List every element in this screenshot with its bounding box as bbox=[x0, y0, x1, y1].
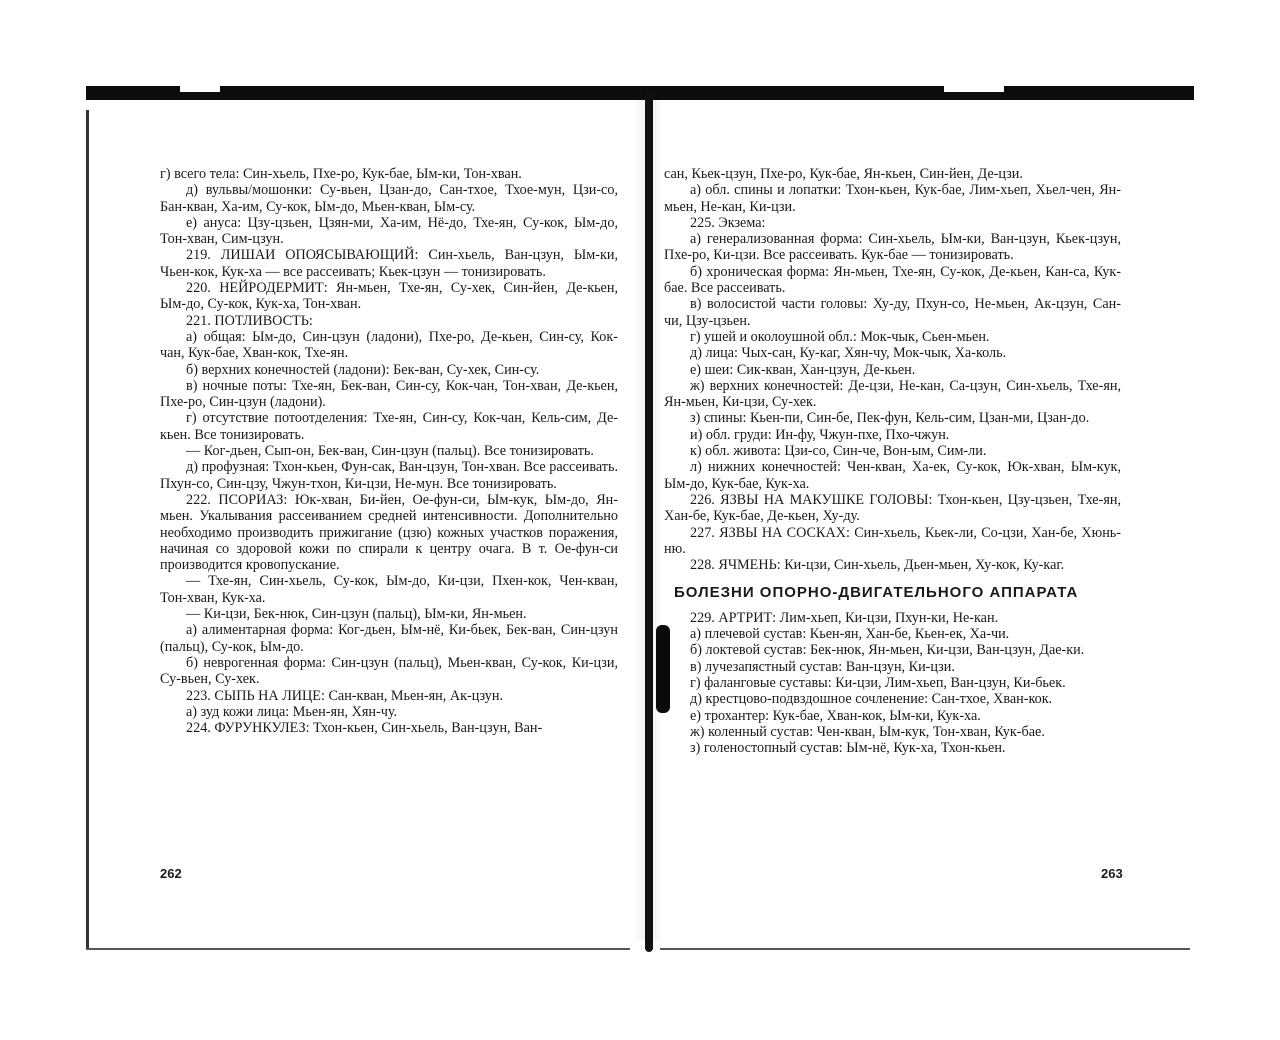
paragraph: д) профузная: Тхон-кьен, Фун-сак, Ван-цзун, Тон-хван. Все рассеивать. Пхун-со, Син-цзу, Чжун-тхон, Ки-цзи, Не-мун. Все тонизировать. bbox=[160, 459, 618, 492]
paragraph: в) лучезапястный сустав: Ван-цзун, Ки-цзи. bbox=[690, 658, 955, 675]
paragraph: л) нижних конечностей: Чен-кван, Ха-ек, Су-кок, Юк-хван, Ым-кук, Ым-до, Кук-бае, Кук-ха. bbox=[664, 459, 1121, 492]
paragraph: б) хроническая форма: Ян-мьен, Тхе-ян, Су-кок, Де-кьен, Кан-са, Кук-бае. Все рассеивать. bbox=[664, 263, 1121, 297]
paragraph: 224. ФУРУНКУЛЕЗ: Тхон-кьен, Син-хьель, Ван-цзун, Ван- bbox=[186, 720, 543, 737]
section-heading: БОЛЕЗНИ ОПОРНО-ДВИГАТЕЛЬНОГО АППАРАТА bbox=[674, 584, 1079, 602]
paragraph: 223. СЫПЬ НА ЛИЦЕ: Сан-кван, Мьен-ян, Ак-цзун. bbox=[186, 687, 504, 704]
paragraph: а) генерализованная форма: Син-хьель, Ым-ки, Ван-цзун, Кьек-цзун, Пхе-ро, Ки-цзи. Все рассеивать. Кук-бае — тонизировать. bbox=[664, 231, 1121, 264]
paragraph: 222. ПСОРИАЗ: Юк-хван, Би-йен, Ое-фун-си, Ым-кук, Ым-до, Ян-мьен. Укалывания рассеиванием средней интенсивности. Дополнительно необходимо производить прижигание (цзю) кожных участков поражения, начиная со здоровой кожи по спирали к центру очага. В т. Ое-фун-си производится кровопускание. bbox=[160, 491, 618, 574]
scan-left-edge bbox=[86, 110, 89, 950]
paragraph: — Ки-цзи, Бек-нюк, Син-цзун (пальц), Ым-ки, Ян-мьен. bbox=[186, 606, 527, 623]
paragraph: а) плечевой сустав: Кьен-ян, Хан-бе, Кьен-ек, Ха-чи. bbox=[690, 626, 1010, 643]
scan-top-edge bbox=[86, 86, 1194, 100]
paragraph: 221. ПОТЛИВОСТЬ: bbox=[186, 312, 313, 329]
paragraph: б) локтевой сустав: Бек-нюк, Ян-мьен, Ки-цзи, Ван-цзун, Дае-ки. bbox=[690, 642, 1085, 659]
paragraph: е) шеи: Сик-кван, Хан-цзун, Де-кьен. bbox=[690, 361, 916, 378]
book-spine bbox=[645, 92, 653, 952]
paragraph: з) спины: Кьен-пи, Син-бе, Пек-фун, Кель-сим, Цзан-ми, Цзан-до. bbox=[690, 410, 1090, 427]
paragraph: 225. Экзема: bbox=[690, 214, 766, 231]
paragraph: ж) коленный сустав: Чен-кван, Ым-кук, Тон-хван, Кук-бае. bbox=[690, 723, 1045, 740]
scan-edge-gap bbox=[944, 86, 1004, 92]
paragraph: 227. ЯЗВЫ НА СОСКАХ: Син-хьель, Кьек-ли, Со-цзи, Хан-бе, Хюнь-ню. bbox=[664, 524, 1121, 557]
paragraph: 226. ЯЗВЫ НА МАКУШКЕ ГОЛОВЫ: Тхон-кьен, Цзу-цзьен, Тхе-ян, Хан-бе, Кук-бае, Де-кьен, Ху-ду. bbox=[664, 491, 1121, 525]
paragraph: а) общая: Ым-до, Син-цзун (ладони), Пхе-ро, Де-кьен, Син-су, Кок-чан, Кук-бае, Хван-кок, Тхе-ян. bbox=[160, 328, 618, 362]
paragraph: д) лица: Чых-сан, Ку-каг, Хян-чу, Мок-чык, Ха-коль. bbox=[690, 345, 1007, 362]
paragraph: сан, Кьек-цзун, Пхе-ро, Кук-бае, Ян-кьен, Син-йен, Де-цзи. bbox=[664, 166, 1023, 182]
paragraph: 220. НЕЙРОДЕРМИТ: Ян-мьен, Тхе-ян, Су-хек, Син-йен, Де-кьен, Ым-до, Су-кок, Кук-ха, Тон-хван. bbox=[160, 280, 618, 313]
right-page bbox=[664, 166, 1121, 756]
paragraph: а) зуд кожи лица: Мьен-ян, Хян-чу. bbox=[186, 703, 398, 720]
page-number-right: 263 bbox=[1101, 866, 1123, 881]
paragraph: д) вульвы/мошонки: Су-вьен, Цзан-до, Сан-тхое, Тхое-мун, Цзи-со, Бан-кван, Ха-им, Су-кок, Ым-до, Мьен-кван, Ым-су. bbox=[160, 182, 618, 215]
paragraph: а) алиментарная форма: Ког-дьен, Ым-нё, Ки-бьек, Бек-ван, Син-цзун (пальц), Су-кок, Ым-до. bbox=[160, 622, 618, 655]
paragraph: а) обл. спины и лопатки: Тхон-кьен, Кук-бае, Лим-хьеп, Хьел-чен, Ян-мьен, Не-кан, Ки-цзи. bbox=[664, 182, 1121, 215]
paragraph: 229. АРТРИТ: Лим-хьеп, Ки-цзи, Пхун-ки, Не-кан. bbox=[690, 609, 999, 626]
scan-bottom-edge-left bbox=[86, 948, 630, 950]
paragraph: г) отсутствие потоотделения: Тхе-ян, Син-су, Кок-чан, Кель-сим, Де-кьен. Все тонизировать. bbox=[160, 410, 618, 443]
paragraph: б) верхних конечностей (ладони): Бек-ван, Су-хек, Син-су. bbox=[186, 361, 540, 378]
paragraph: и) обл. груди: Ин-фу, Чжун-пхе, Пхо-чжун. bbox=[690, 426, 950, 443]
paragraph: г) ушей и околоушной обл.: Мок-чык, Сьен-мьен. bbox=[690, 328, 990, 345]
paragraph: б) неврогенная форма: Син-цзун (пальц), Мьен-кван, Су-кок, Ки-цзи, Су-вьен, Су-хек. bbox=[160, 654, 618, 688]
scan-bottom-edge-right bbox=[660, 948, 1190, 950]
paragraph: 228. ЯЧМЕНЬ: Ки-цзи, Син-хьель, Дьен-мьен, Ху-кок, Ку-каг. bbox=[690, 557, 1065, 574]
paragraph: е) трохантер: Кук-бае, Хван-кок, Ым-ки, Кук-ха. bbox=[690, 707, 981, 724]
paragraph: к) обл. живота: Цзи-со, Син-че, Вон-ым, Сим-ли. bbox=[690, 443, 987, 460]
scan-edge-gap bbox=[180, 86, 220, 92]
paragraph: д) крестцово-подвздошное сочленение: Сан-тхое, Хван-кок. bbox=[690, 691, 1053, 708]
page-number-left: 262 bbox=[160, 866, 182, 881]
paragraph: ж) верхних конечностей: Де-цзи, Не-кан, Са-цзун, Син-хьель, Тхе-ян, Ян-мьен, Ки-цзи, Су-хек. bbox=[664, 377, 1121, 411]
paragraph: — Тхе-ян, Син-хьель, Су-кок, Ым-до, Ки-цзи, Пхен-кок, Чен-кван, Тон-хван, Кук-ха. bbox=[160, 573, 618, 606]
paragraph: е) ануса: Цзу-цзьен, Цзян-ми, Ха-им, Нё-до, Тхе-ян, Су-кок, Ым-до, Тон-хван, Сим-цзун. bbox=[160, 214, 618, 248]
paragraph: г) всего тела: Син-хьель, Пхе-ро, Кук-бае, Ым-ки, Тон-хван. bbox=[160, 166, 522, 182]
paragraph: г) фаланговые суставы: Ки-цзи, Лим-хьеп, Ван-цзун, Ки-бьек. bbox=[690, 674, 1066, 691]
paragraph: з) голеностопный сустав: Ым-нё, Кук-ха, Тхон-кьен. bbox=[690, 740, 1006, 757]
paragraph: — Ког-дьен, Сып-он, Бек-ван, Син-цзун (пальц). Все тонизировать. bbox=[186, 443, 594, 460]
paragraph: в) ночные поты: Тхе-ян, Бек-ван, Син-су, Кок-чан, Тон-хван, Де-кьен, Пхе-ро, Син-цзун (ладони). bbox=[160, 377, 618, 411]
left-page bbox=[160, 166, 618, 736]
paragraph: 219. ЛИШАИ ОПОЯСЫВАЮЩИЙ: Син-хьель, Ван-цзун, Ым-ки, Чьен-кок, Кук-ха — все рассеивать; Кьек-цзун — тонизировать. bbox=[160, 247, 618, 280]
paragraph: в) волосистой части головы: Ху-ду, Пхун-со, Не-мьен, Ак-цзун, Сан-чи, Цзу-цзьен. bbox=[664, 296, 1121, 329]
